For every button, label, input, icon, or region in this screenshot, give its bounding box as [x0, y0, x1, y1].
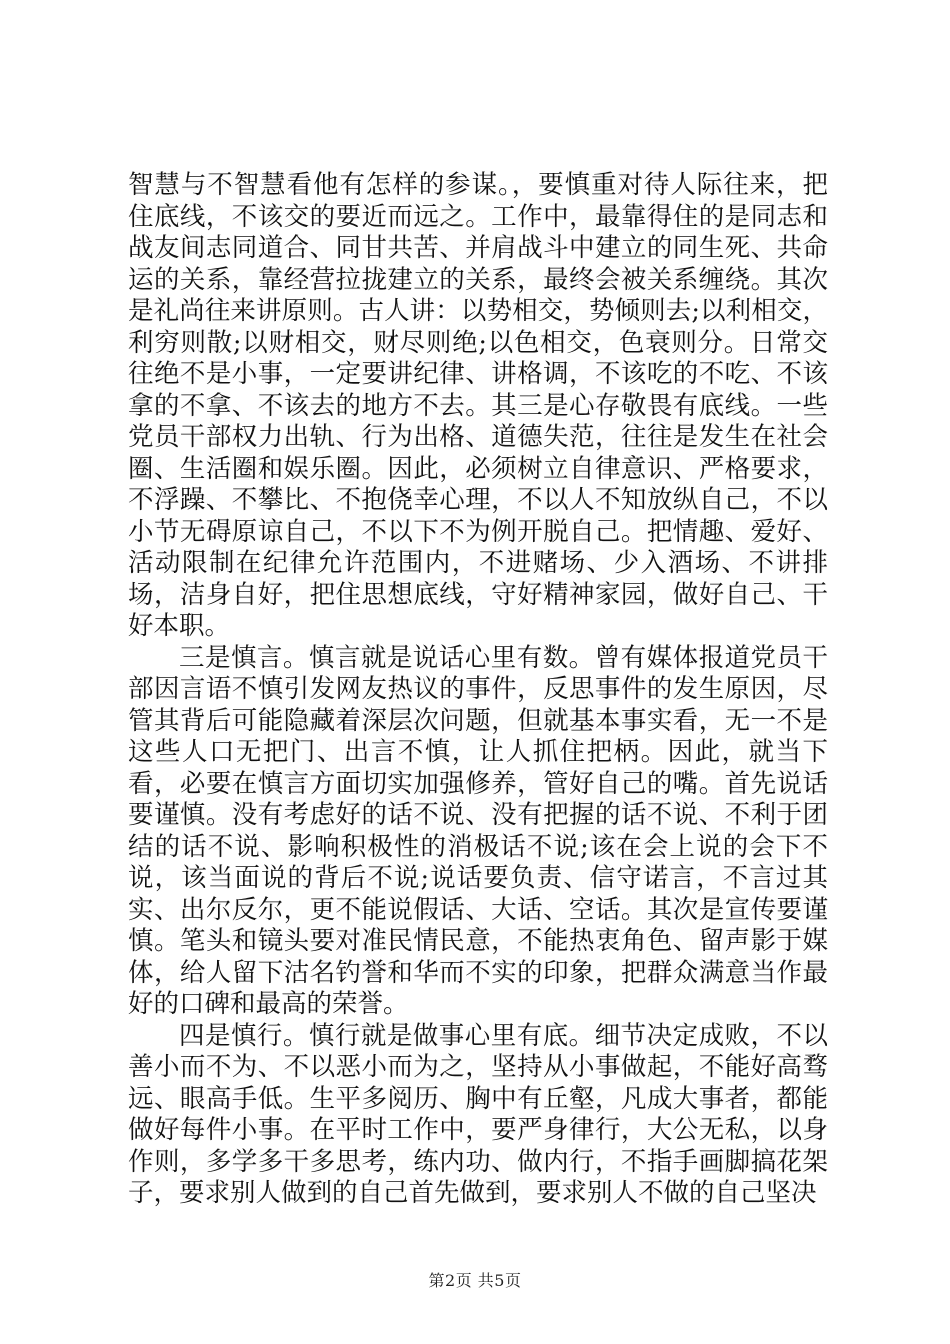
- page-footer: 第2页 共5页: [428, 1271, 522, 1290]
- paragraph-2-shenyan: 三是慎言。慎言就是说话心里有数。曾有媒体报道党员干部因言语不慎引发网友热议的事件，反思事件的发生原因，尽管其背后可能隐藏着深层次问题，但就基本事实看，无一不是这些人口无把门、出言不慎，让人抓住把柄。因此，就当下看，必要在慎言方面切实加强修养，管好自己的嘴。首先说话要谨慎。没有考虑好的话不说、没有把握的话不说、不利于团结的话不说、影响积极性的消极话不说;该在会上说的会下不说，该当面说的背后不说;说话要负责、信守诺言，不言过其实、出尔反尔，更不能说假话、大话、空话。其次是宣传要谨慎。笔头和镜头要对准民情民意，不能热衷角色、留声影于媒体，给人留下沽名钓誉和华而不实的印象，把群众满意当作最好的口碑和最高的荣誉。: [128, 642, 828, 1019]
- body-text: [128, 170, 828, 1210]
- paragraph-3-shenxing: 四是慎行。慎行就是做事心里有底。细节决定成败，不以善小而不为、不以恶小而为之，坚持从小事做起，不能好高骛远、眼高手低。生平多阅历、胸中有丘壑，凡成大事者，都能做好每件小事。在平时工作中，要严身律行，大公无私，以身作则，多学多干多思考，练内功、做内行，不指手画脚搞花架子，要求别人做到的自己首先做到，要求别人不做的自己坚决: [128, 1020, 828, 1208]
- paragraph-1: 智慧与不智慧看他有怎样的参谋。，要慎重对待人际往来，把住底线，不该交的要近而远之。工作中，最靠得住的是同志和战友间志同道合、同甘共苦、并肩战斗中建立的同生死、共命运的关系，靠经营拉拢建立的关系，最终会被关系缠绕。其次是礼尚往来讲原则。古人讲：以势相交，势倾则去;以利相交，利穷则散;以财相交，财尽则绝;以色相交，色衰则分。日常交往绝不是小事，一定要讲纪律、讲格调，不该吃的不吃、不该拿的不拿、不该去的地方不去。其三是心存敬畏有底线。一些党员干部权力出轨、行为出格、道德失范，往往是发生在社会圈、生活圈和娱乐圈。因此，必须树立自律意识、严格要求，不浮躁、不攀比、不抱侥幸心理，不以人不知放纵自己，不以小节无碍原谅自己，不以下不为例开脱自己。把情趣、爱好、活动限制在纪律允许范围内，不进赌场、少入酒场、不讲排场，洁身自好，把住思想底线，守好精神家园，做好自己、干好本职。: [128, 170, 828, 641]
